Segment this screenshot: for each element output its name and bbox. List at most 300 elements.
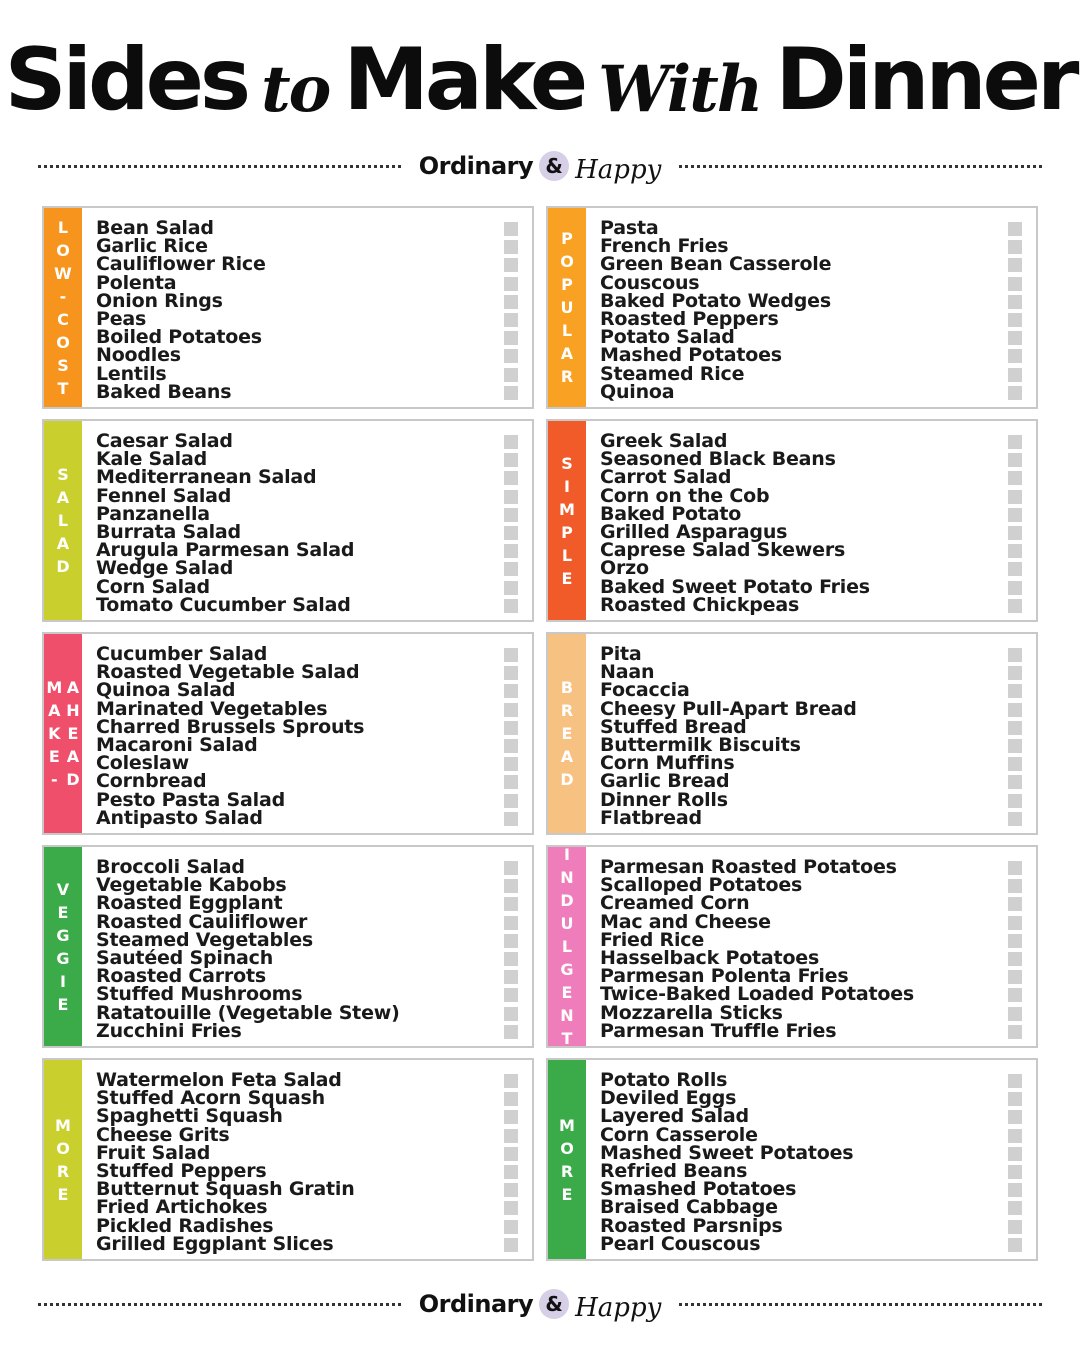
checkbox[interactable]: [1008, 508, 1022, 522]
checkbox[interactable]: [1008, 471, 1022, 485]
checkbox[interactable]: [1008, 240, 1022, 254]
side-item: Cucumber Salad: [96, 643, 268, 665]
checkbox[interactable]: [504, 1007, 518, 1021]
brand-word: Ordinary: [418, 1290, 534, 1318]
side-item: Grilled Asparagus: [600, 520, 788, 543]
side-item: Stuffed Peppers: [96, 1159, 267, 1182]
section-label: [548, 634, 586, 833]
brand-script: Happy: [575, 155, 662, 185]
section-label-char: A: [66, 678, 80, 697]
side-item: Focaccia: [600, 679, 690, 702]
section-label-char: G: [56, 925, 70, 945]
section-label-char: A: [56, 534, 70, 553]
section-label-char: O: [56, 332, 70, 352]
section-label-char: A: [66, 747, 80, 766]
side-item: Fried Rice: [600, 928, 705, 951]
section-label-char: E: [48, 747, 60, 766]
section-label-char: B: [560, 678, 574, 697]
section-label-char: W: [54, 263, 72, 283]
side-item: Watermelon Feta Salad: [96, 1069, 342, 1091]
checkbox[interactable]: [1008, 490, 1022, 504]
side-item: Couscous: [600, 271, 700, 294]
section-label-column: [46, 676, 62, 791]
side-item: Spaghetti Squash: [96, 1105, 283, 1128]
section-label-char: M: [559, 1115, 575, 1135]
checkbox[interactable]: [504, 581, 518, 595]
section-label-char: A: [56, 488, 70, 507]
side-list: [82, 634, 532, 833]
brand-ampersand: &: [539, 151, 569, 181]
section-label-char: K: [48, 724, 61, 743]
checkbox[interactable]: [504, 331, 518, 345]
checkbox[interactable]: [1008, 295, 1022, 309]
side-item: Corn Muffins: [600, 752, 735, 775]
side-item: Broccoli Salad: [96, 856, 245, 878]
side-item: Quinoa Salad: [96, 679, 236, 702]
sides-grid: [42, 206, 1038, 1261]
side-item: Mac and Cheese: [600, 910, 771, 933]
checkbox[interactable]: [504, 1147, 518, 1161]
section-label-char: L: [561, 937, 573, 956]
side-item: Kale Salad: [96, 448, 207, 471]
checkbox[interactable]: [504, 562, 518, 576]
checkbox[interactable]: [504, 1074, 518, 1088]
section-label-char: P: [561, 229, 573, 248]
side-item: Roasted Parsnips: [600, 1214, 783, 1237]
section-label-char: E: [57, 1184, 69, 1204]
checkbox[interactable]: [504, 526, 518, 540]
side-item: Potato Rolls: [600, 1069, 728, 1091]
side-list: [586, 634, 1036, 833]
checkbox[interactable]: [1008, 739, 1022, 753]
checkbox[interactable]: [1008, 1007, 1022, 1021]
checkbox[interactable]: [1008, 1183, 1022, 1197]
side-item: Hasselback Potatoes: [600, 946, 820, 969]
side-item: Burrata Salad: [96, 520, 241, 543]
checkbox[interactable]: [504, 490, 518, 504]
checkbox[interactable]: [504, 897, 518, 911]
checkbox[interactable]: [504, 794, 518, 808]
section-label-column: [66, 676, 79, 791]
side-item: Tomato Cucumber Salad: [96, 593, 351, 616]
section-label-char: E: [561, 983, 573, 1002]
checkbox[interactable]: [504, 1183, 518, 1197]
side-list: [586, 421, 1036, 620]
side-item: Corn Salad: [96, 575, 210, 598]
checkbox[interactable]: [1008, 897, 1022, 911]
section-label: [548, 421, 586, 620]
brand-header: [38, 146, 1042, 186]
checkbox[interactable]: [504, 861, 518, 875]
side-item: Bean Salad: [96, 217, 214, 239]
side-item: Mashed Potatoes: [600, 344, 782, 367]
side-item: Scalloped Potatoes: [600, 874, 803, 897]
checkbox[interactable]: [1008, 666, 1022, 680]
section-label: [548, 208, 586, 407]
checkbox[interactable]: [1008, 703, 1022, 717]
checkbox[interactable]: [1008, 386, 1022, 400]
section-label-char: A: [560, 747, 574, 766]
checkbox[interactable]: [1008, 544, 1022, 558]
section-label-char: M: [55, 1115, 71, 1135]
section-label-char: D: [56, 557, 70, 576]
side-item: Pasta: [600, 217, 659, 239]
side-item: Wedge Salad: [96, 557, 234, 580]
checkbox[interactable]: [504, 1110, 518, 1124]
side-item: Smashed Potatoes: [600, 1178, 797, 1201]
checkbox[interactable]: [504, 775, 518, 789]
checkbox[interactable]: [1008, 222, 1022, 236]
checkbox-column: [1008, 435, 1022, 613]
section-label-char: -: [59, 286, 67, 306]
side-item: Sautéed Spinach: [96, 946, 274, 969]
checkbox[interactable]: [504, 721, 518, 735]
section-label-char: T: [57, 378, 69, 398]
checkbox[interactable]: [504, 368, 518, 382]
checkbox[interactable]: [1008, 684, 1022, 698]
side-item: Pearl Couscous: [600, 1232, 761, 1255]
side-item: Garlic Bread: [600, 770, 730, 793]
section-label: [44, 208, 82, 407]
side-item: Peas: [96, 307, 147, 330]
side-item: Mediterranean Salad: [96, 466, 317, 489]
side-item: Green Bean Casserole: [600, 253, 832, 276]
section-label-char: D: [560, 891, 574, 910]
side-item: Stuffed Acorn Squash: [96, 1087, 325, 1110]
side-item: Corn Casserole: [600, 1123, 758, 1146]
checkbox-column: [504, 222, 518, 400]
checkbox[interactable]: [1008, 970, 1022, 984]
checkbox[interactable]: [504, 812, 518, 826]
brand-word: Ordinary: [418, 152, 534, 180]
section-label-char: G: [560, 960, 574, 979]
side-item: Greek Salad: [600, 430, 728, 452]
checkbox[interactable]: [504, 648, 518, 662]
side-item: Parmesan Truffle Fries: [600, 1019, 837, 1042]
side-item: Macaroni Salad: [96, 733, 258, 756]
side-item: Cornbread: [96, 770, 207, 793]
section-label-char: L: [561, 545, 573, 565]
section-label-char: E: [561, 724, 573, 743]
section-label-char: T: [561, 1029, 573, 1048]
checkbox-column: [1008, 861, 1022, 1039]
checkbox-column: [504, 1074, 518, 1252]
side-item: Fruit Salad: [96, 1141, 211, 1164]
checkbox[interactable]: [1008, 1025, 1022, 1039]
checkbox[interactable]: [504, 684, 518, 698]
side-item: Orzo: [600, 557, 649, 580]
checkbox[interactable]: [504, 739, 518, 753]
section-label-char: A: [48, 701, 61, 720]
checkbox[interactable]: [504, 349, 518, 363]
checkbox[interactable]: [1008, 258, 1022, 272]
side-item: Pita: [600, 643, 642, 665]
side-item: Roasted Peppers: [600, 307, 779, 330]
checkbox[interactable]: [1008, 331, 1022, 345]
checkbox[interactable]: [1008, 599, 1022, 613]
checkbox[interactable]: [1008, 775, 1022, 789]
side-item: Potato Salad: [600, 326, 735, 349]
side-item: Panzanella: [96, 502, 210, 525]
section-label: [548, 1060, 586, 1259]
section-label-char: D: [560, 770, 574, 789]
section-label-char: O: [560, 252, 574, 271]
checkbox-column: [504, 861, 518, 1039]
side-item: Deviled Eggs: [600, 1087, 737, 1110]
checkbox[interactable]: [1008, 861, 1022, 875]
section-label-char: U: [560, 298, 574, 317]
dotted-divider: [38, 1303, 401, 1306]
section-label-char: E: [57, 902, 69, 922]
checkbox-column: [504, 435, 518, 613]
section-label-char: U: [560, 914, 574, 933]
checkbox[interactable]: [504, 703, 518, 717]
checkbox[interactable]: [1008, 812, 1022, 826]
section-label: [548, 847, 586, 1046]
side-item: Zucchini Fries: [96, 1019, 242, 1042]
checkbox[interactable]: [504, 313, 518, 327]
side-item: Layered Salad: [600, 1105, 749, 1128]
checkbox[interactable]: [1008, 1129, 1022, 1143]
dotted-divider: [679, 165, 1042, 168]
side-list: [82, 421, 532, 620]
side-item: Antipasto Salad: [96, 806, 263, 829]
side-item: Polenta: [96, 271, 177, 294]
section-label: [44, 1060, 82, 1259]
checkbox[interactable]: [504, 757, 518, 771]
section-label: [44, 847, 82, 1046]
checkbox[interactable]: [1008, 435, 1022, 449]
section-label-char: S: [57, 465, 69, 484]
side-item: Ratatouille (Vegetable Stew): [96, 1001, 400, 1024]
side-item: Pesto Pasta Salad: [96, 788, 285, 811]
section-label-char: I: [60, 971, 66, 991]
side-item: Baked Potato Wedges: [600, 289, 831, 312]
section-box: [42, 1058, 534, 1261]
checkbox[interactable]: [504, 1165, 518, 1179]
checkbox[interactable]: [504, 666, 518, 680]
section-label-char: D: [66, 770, 80, 789]
side-item: Quinoa: [600, 380, 675, 403]
title-with: With: [598, 52, 762, 127]
dotted-divider: [679, 1303, 1042, 1306]
checkbox[interactable]: [1008, 1201, 1022, 1215]
side-item: Coleslaw: [96, 752, 189, 775]
checkbox[interactable]: [1008, 794, 1022, 808]
side-item: Baked Sweet Potato Fries: [600, 575, 870, 598]
checkbox[interactable]: [504, 879, 518, 893]
checkbox[interactable]: [504, 916, 518, 930]
checkbox[interactable]: [1008, 757, 1022, 771]
section-label-char: N: [560, 1006, 574, 1025]
side-item: Onion Rings: [96, 289, 223, 312]
section-label-char: O: [56, 240, 70, 260]
section-label-char: S: [57, 355, 69, 375]
dotted-divider: [38, 165, 401, 168]
side-item: Stuffed Mushrooms: [96, 983, 303, 1006]
side-item: Fennel Salad: [96, 484, 232, 507]
title-sides: Sides: [4, 30, 248, 130]
checkbox[interactable]: [504, 240, 518, 254]
checkbox[interactable]: [1008, 277, 1022, 291]
checkbox[interactable]: [504, 1201, 518, 1215]
side-item: Cheese Grits: [96, 1123, 230, 1146]
section-label: [44, 634, 82, 833]
section-box: [546, 845, 1038, 1048]
section-label-char: R: [560, 1161, 574, 1181]
checkbox[interactable]: [1008, 1220, 1022, 1234]
checkbox[interactable]: [504, 508, 518, 522]
side-item: Cauliflower Rice: [96, 253, 266, 276]
checkbox[interactable]: [1008, 562, 1022, 576]
section-label-char: S: [561, 453, 573, 473]
side-item: Carrot Salad: [600, 466, 732, 489]
checkbox[interactable]: [1008, 1147, 1022, 1161]
checkbox[interactable]: [504, 1092, 518, 1106]
side-item: Cheesy Pull-Apart Bread: [600, 697, 857, 720]
side-item: Buttermilk Biscuits: [600, 733, 801, 756]
checkbox[interactable]: [504, 988, 518, 1002]
side-item: Seasoned Black Beans: [600, 448, 836, 471]
checkbox[interactable]: [1008, 1110, 1022, 1124]
side-item: Charred Brussels Sprouts: [96, 715, 365, 738]
checkbox[interactable]: [1008, 1092, 1022, 1106]
brand-footer: [38, 1284, 1042, 1324]
checkbox[interactable]: [504, 471, 518, 485]
checkbox[interactable]: [504, 970, 518, 984]
checkbox[interactable]: [504, 1220, 518, 1234]
side-item: Grilled Eggplant Slices: [96, 1232, 334, 1255]
side-item: Mozzarella Sticks: [600, 1001, 783, 1024]
checkbox[interactable]: [1008, 988, 1022, 1002]
checkbox[interactable]: [504, 295, 518, 309]
side-list: [82, 208, 532, 407]
checkbox[interactable]: [504, 386, 518, 400]
checkbox[interactable]: [1008, 1238, 1022, 1252]
side-item: Flatbread: [600, 806, 702, 829]
checkbox[interactable]: [1008, 349, 1022, 363]
checkbox[interactable]: [504, 1129, 518, 1143]
side-item: Mashed Sweet Potatoes: [600, 1141, 854, 1164]
title-make: Make: [343, 30, 585, 130]
side-item: Steamed Vegetables: [96, 928, 314, 951]
checkbox[interactable]: [1008, 952, 1022, 966]
checkbox[interactable]: [504, 934, 518, 948]
brand-script: Happy: [575, 1293, 662, 1323]
checkbox[interactable]: [504, 435, 518, 449]
section-label-char: E: [57, 994, 69, 1014]
checkbox[interactable]: [1008, 1074, 1022, 1088]
side-item: Stuffed Bread: [600, 715, 747, 738]
side-item: Twice-Baked Loaded Potatoes: [600, 983, 915, 1006]
section-box: [42, 206, 534, 409]
section-label-char: M: [46, 678, 63, 697]
side-item: Steamed Rice: [600, 362, 745, 385]
section-box: [42, 845, 534, 1048]
checkbox-column: [1008, 648, 1022, 826]
side-item: Vegetable Kabobs: [96, 874, 287, 897]
section-label-char: E: [561, 568, 573, 588]
side-item: Noodles: [96, 344, 181, 367]
checkbox[interactable]: [504, 544, 518, 558]
section-label-char: R: [560, 367, 574, 386]
section-box: [546, 419, 1038, 622]
side-item: Garlic Rice: [96, 235, 208, 258]
checkbox[interactable]: [1008, 1165, 1022, 1179]
section-label-char: L: [57, 511, 69, 530]
checkbox[interactable]: [1008, 453, 1022, 467]
checkbox[interactable]: [504, 1238, 518, 1252]
checkbox[interactable]: [504, 599, 518, 613]
section-label-char: L: [561, 321, 573, 340]
section-label-char: R: [560, 701, 574, 720]
side-item: Baked Potato: [600, 502, 742, 525]
section-label-char: O: [56, 1138, 70, 1158]
checkbox[interactable]: [1008, 581, 1022, 595]
checkbox[interactable]: [504, 952, 518, 966]
section-label-char: P: [561, 522, 573, 542]
section-box: [42, 419, 534, 622]
side-item: Baked Beans: [96, 380, 232, 403]
section-label-char: I: [564, 845, 570, 864]
side-item: Caprese Salad Skewers: [600, 539, 846, 562]
side-item: Creamed Corn: [600, 892, 750, 915]
side-item: Butternut Squash Gratin: [96, 1178, 355, 1201]
side-item: Caesar Salad: [96, 430, 233, 452]
section-box: [546, 1058, 1038, 1261]
checkbox[interactable]: [1008, 313, 1022, 327]
side-item: Roasted Cauliflower: [96, 910, 308, 933]
checkbox[interactable]: [504, 258, 518, 272]
side-item: Refried Beans: [600, 1159, 748, 1182]
checkbox-column: [504, 648, 518, 826]
checkbox[interactable]: [1008, 934, 1022, 948]
checkbox[interactable]: [504, 1025, 518, 1039]
checkbox[interactable]: [504, 222, 518, 236]
checkbox[interactable]: [1008, 526, 1022, 540]
page-title: [0, 20, 1080, 140]
checkbox[interactable]: [504, 453, 518, 467]
brand-logo: [401, 151, 680, 185]
side-item: Dinner Rolls: [600, 788, 728, 811]
checkbox-column: [1008, 1074, 1022, 1252]
side-item: Pickled Radishes: [96, 1214, 274, 1237]
section-label-char: M: [559, 499, 575, 519]
title-dinner: Dinner: [775, 30, 1076, 130]
side-item: Parmesan Polenta Fries: [600, 965, 849, 988]
checkbox[interactable]: [1008, 879, 1022, 893]
checkbox[interactable]: [1008, 721, 1022, 735]
checkbox[interactable]: [1008, 368, 1022, 382]
side-list: [586, 847, 1036, 1046]
side-item: Naan: [600, 661, 655, 684]
section-label: [44, 421, 82, 620]
brand-logo: [401, 1289, 680, 1323]
checkbox[interactable]: [1008, 648, 1022, 662]
side-item: Corn on the Cob: [600, 484, 770, 507]
side-item: Fried Artichokes: [96, 1196, 268, 1219]
section-box: [546, 206, 1038, 409]
checkbox[interactable]: [504, 277, 518, 291]
section-label-char: I: [564, 476, 570, 496]
checkbox-column: [1008, 222, 1022, 400]
checkbox[interactable]: [1008, 916, 1022, 930]
side-item: Braised Cabbage: [600, 1196, 778, 1219]
section-label-char: R: [56, 1161, 70, 1181]
section-label-char: P: [561, 275, 573, 294]
section-label-char: H: [66, 701, 80, 720]
title-to: to: [261, 52, 330, 127]
